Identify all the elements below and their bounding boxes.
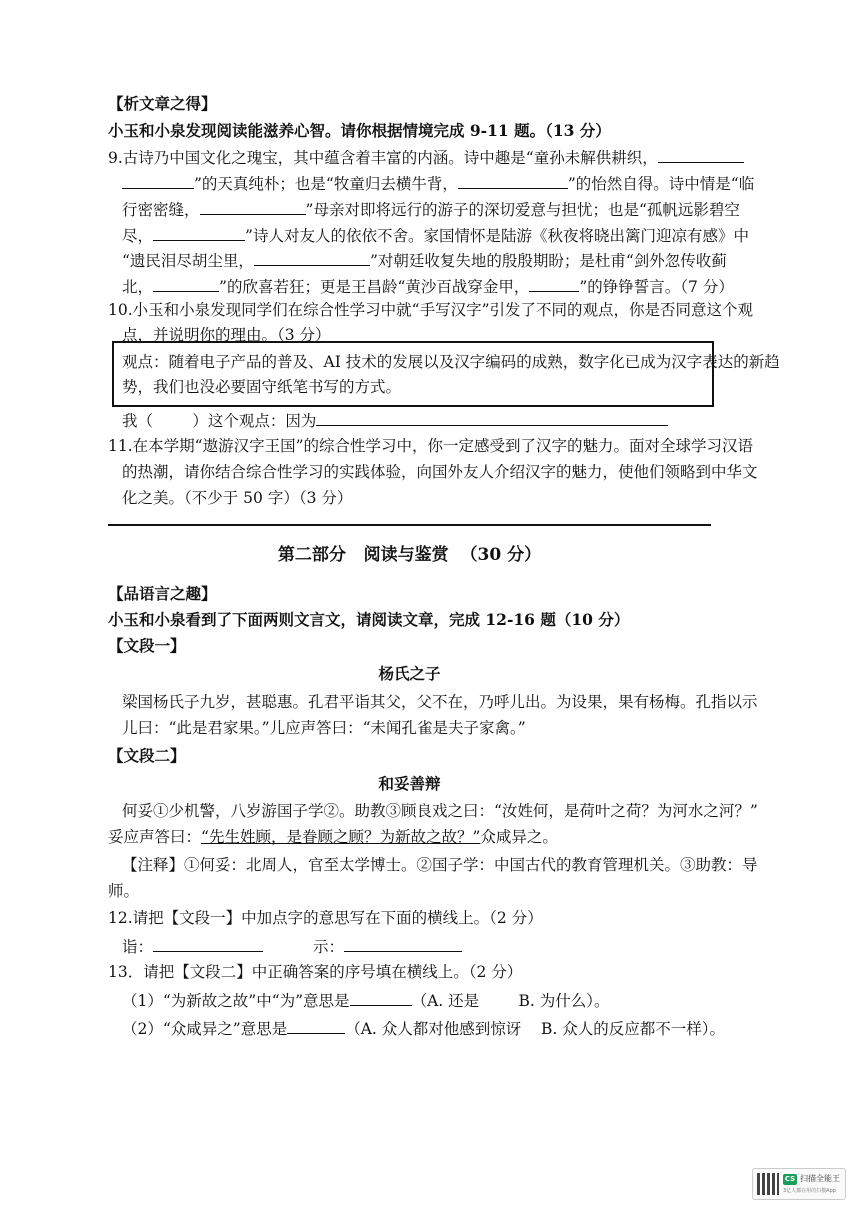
passage1-label: 【文段一】 — [108, 636, 186, 655]
q13-option-2 — [122, 1018, 725, 1039]
q12-answers — [122, 936, 462, 957]
section-heading: 【析文章之得】 — [108, 94, 217, 113]
answer-blank[interactable] — [153, 276, 219, 292]
q9-line-2 — [122, 173, 754, 194]
passage2-underlined: “先生姓顾，是眷顾之顾？为新故之故？” — [201, 828, 481, 846]
answer-blank[interactable] — [658, 147, 744, 163]
passage2-line-2 — [108, 827, 558, 847]
q11-line-1: 11.在本学期“遨游汉字王国”的综合性学习中，你一定感受到了汉字的魅力。面对全球学习汉语 — [108, 437, 754, 455]
q9-text: 北， — [122, 278, 154, 296]
answer-blank[interactable] — [316, 410, 668, 426]
answer-blank[interactable] — [344, 936, 462, 952]
passage2-label: 【文段二】 — [108, 746, 186, 765]
q10-answer-prompt: 我（ ）这个观点：因为 — [122, 412, 317, 430]
answer-blank[interactable] — [254, 250, 370, 266]
scanner-watermark — [752, 1168, 846, 1200]
answer-blank[interactable] — [529, 276, 579, 292]
section-intro: 小玉和小泉发现阅读能滋养心智。请你根据情境完成 9-11 题。（13 分） — [108, 121, 611, 140]
q12-word-1: 诣： — [122, 938, 154, 956]
opinion-box — [112, 341, 714, 407]
q10-line-1: 10.小玉和小泉发现同学们在综合性学习中就“手写汉字”引发了不同的观点，你是否同意这个观 — [108, 301, 754, 319]
opinion-text-2: 势，我们也没必要固守纸笔书写的方式。 — [122, 378, 402, 396]
q9-line-4 — [122, 225, 749, 246]
q9-text: ”的怡然自得。诗中情是“临 — [567, 175, 755, 193]
passage2-note-2: 师。 — [108, 882, 140, 900]
passage2-line-1: 何妥①少机警，八岁游国子学②。助教③顾良戏之曰：“汝姓何，是荷叶之荷？为河水之河？” — [122, 802, 758, 820]
answer-blank[interactable] — [458, 173, 568, 189]
part2-title: 第二部分 阅读与鉴赏 （30 分） — [277, 545, 542, 565]
q13-choices: （A. 还是 B. 为什么）。 — [411, 992, 610, 1010]
answer-blank[interactable] — [200, 199, 306, 215]
passage2-note-1: 【注释】①何妥：北周人，官至太学博士。②国子学：中国古代的教育管理机关。③助教：导 — [122, 856, 758, 874]
q11-line-3: 化之美。（不少于 50 字）（3 分） — [122, 489, 353, 507]
q11-line-2: 的热潮，请你结合综合性学习的实践体验，向国外友人介绍汉字的魅力，使他们领略到中华文 — [122, 463, 758, 481]
q13-option-1 — [122, 990, 610, 1011]
q9-line-1 — [108, 147, 744, 168]
passage2-text: 众咸异之。 — [480, 828, 558, 846]
passage1-line-1: 梁国杨氏子九岁，甚聪惠。孔君平诣其父，父不在，乃呼儿出。为设果，果有杨梅。孔指以示 — [122, 693, 758, 711]
answer-blank[interactable] — [122, 173, 194, 189]
q9-text: “遗民泪尽胡尘里， — [122, 252, 254, 270]
q9-text: ”的天真纯朴；也是“牧童归去横牛背， — [194, 175, 458, 193]
passage2-text: 妥应声答曰： — [108, 828, 202, 846]
opinion-text-1: 观点：随着电子产品的普及、AI 技术的发展以及汉字编码的成熟，数字化已成为汉字表达的新趋 — [122, 353, 780, 371]
q9-text: ”的铮铮誓言。（7 分） — [579, 278, 734, 296]
part2-intro: 小玉和小泉看到了下面两则文言文，请阅读文章，完成 12-16 题（10 分） — [108, 610, 630, 629]
q13-choices: （A. 众人都对他感到惊讶 B. 众人的反应都不一样）。 — [345, 1020, 725, 1038]
passage2-title: 和妥善辩 — [378, 774, 441, 793]
passage1-line-2: 儿曰：“此是君家果。”儿应声答曰：“未闻孔雀是夫子家禽。” — [122, 719, 526, 737]
q13-text: （2）“众咸异之”意思是 — [122, 1020, 288, 1038]
watermark-subtitle: 3亿人都在用的扫描App — [783, 1188, 836, 1194]
answer-blank[interactable] — [287, 1018, 345, 1034]
q9-text: 尽， — [122, 227, 154, 245]
q9-text: ”的欣喜若狂；更是王昌龄“黄沙百战穿金甲， — [219, 278, 530, 296]
passage1-title: 杨氏之子 — [378, 664, 441, 683]
q12-word-2: 示： — [313, 938, 345, 956]
answer-blank[interactable] — [153, 225, 245, 241]
q13-text: （1）“为新故之故”中“为”意思是 — [122, 992, 350, 1010]
q10-answer-line — [122, 410, 668, 431]
part2-heading: 【品语言之趣】 — [108, 584, 217, 603]
camscanner-logo-icon: CS — [784, 1175, 796, 1183]
q12-line-1: 12.请把【文段一】中加点字的意思写在下面的横线上。（2 分） — [108, 909, 543, 927]
q9-text: 9.古诗乃中国文化之瑰宝，其中蕴含着丰富的内涵。诗中趣是“童孙未解供耕织， — [108, 149, 658, 167]
q13-line-1: 13．请把【文段二】中正确答案的序号填在横线上。（2 分） — [108, 963, 523, 981]
answer-blank[interactable] — [350, 990, 412, 1006]
answer-blank[interactable] — [153, 936, 263, 952]
q9-text: ”诗人对友人的依依不舍。家国情怀是陆游《秋夜将晓出篱门迎凉有感》中 — [245, 227, 749, 245]
q9-text: ”对朝廷收复失地的殷殷期盼；是杜甫“剑外忽传收蓟 — [369, 252, 727, 270]
q9-line-3 — [122, 199, 740, 220]
q9-text: ”母亲对即将远行的游子的深切爱意与担忧；也是“孤帆远影碧空 — [305, 201, 740, 219]
section-divider — [108, 524, 711, 526]
q9-text: 行密密缝， — [122, 201, 200, 219]
qr-code-icon — [757, 1173, 779, 1195]
q10-line-2: 点，并说明你的理由。（3 分） — [122, 326, 331, 344]
q9-line-6 — [122, 276, 734, 297]
watermark-title: 扫描全能王 — [800, 1174, 840, 1183]
q9-line-5 — [122, 250, 727, 271]
